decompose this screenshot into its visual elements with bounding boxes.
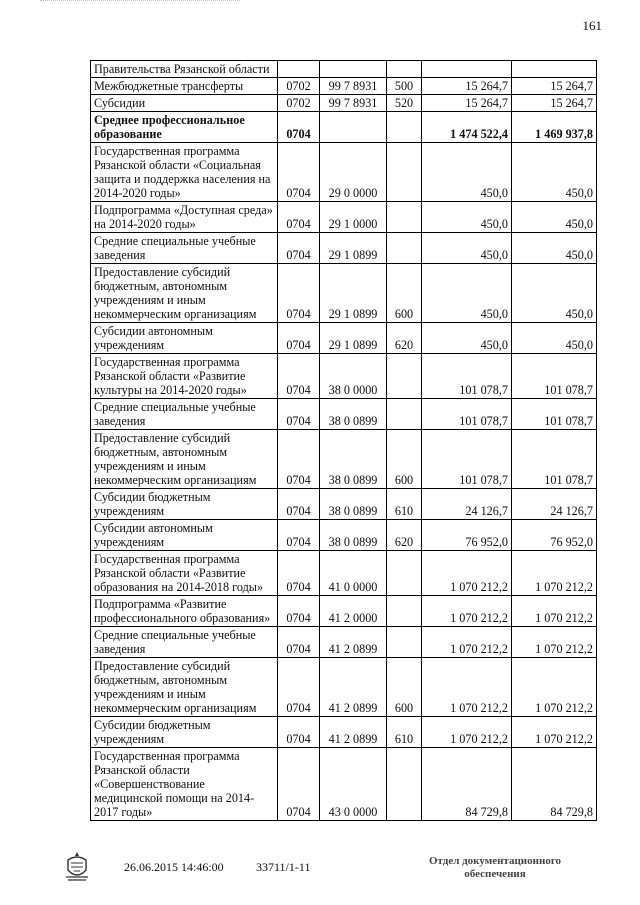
row-section-cell: 0704 bbox=[278, 520, 320, 551]
table-row bbox=[91, 112, 597, 143]
row-target-article-cell: 99 7 8931 bbox=[320, 95, 387, 112]
row-name-cell: Средние специальные учебные заведения bbox=[91, 399, 278, 430]
row-target-article-cell: 41 0 0000 bbox=[320, 551, 387, 596]
row-amount-2-cell: 1 070 212,2 bbox=[512, 596, 597, 627]
row-amount-2-cell: 1 070 212,2 bbox=[512, 658, 597, 717]
table-row bbox=[91, 202, 597, 233]
row-amount-2-cell: 1 469 937,8 bbox=[512, 112, 597, 143]
footer-date: 26.06.2015 14:46:00 bbox=[124, 860, 224, 874]
row-amount-1-cell: 15 264,7 bbox=[422, 78, 512, 95]
table-row bbox=[91, 551, 597, 596]
row-section-cell: 0704 bbox=[278, 143, 320, 202]
row-amount-2-cell: 76 952,0 bbox=[512, 520, 597, 551]
row-amount-1-cell: 1 070 212,2 bbox=[422, 717, 512, 748]
coat-of-arms-emblem bbox=[62, 850, 92, 882]
row-section-cell: 0704 bbox=[278, 430, 320, 489]
row-expense-type-cell: 600 bbox=[387, 658, 422, 717]
row-section-cell: 0704 bbox=[278, 112, 320, 143]
row-name-cell: Подпрограмма «Развитие профессионального образования» bbox=[91, 596, 278, 627]
table-row bbox=[91, 323, 597, 354]
row-section-cell: 0704 bbox=[278, 748, 320, 821]
row-section-cell bbox=[278, 61, 320, 78]
row-name-cell: Среднее профессиональное образование bbox=[91, 112, 278, 143]
row-amount-2-cell: 450,0 bbox=[512, 323, 597, 354]
row-target-article-cell: 41 2 0899 bbox=[320, 627, 387, 658]
row-expense-type-cell bbox=[387, 596, 422, 627]
row-target-article-cell: 29 0 0000 bbox=[320, 143, 387, 202]
page-number: 161 bbox=[582, 18, 602, 33]
row-expense-type-cell: 620 bbox=[387, 323, 422, 354]
row-amount-1-cell: 24 126,7 bbox=[422, 489, 512, 520]
footer-department-line-2: обеспечения bbox=[464, 868, 526, 880]
row-amount-2-cell: 450,0 bbox=[512, 143, 597, 202]
row-target-article-cell: 29 1 0000 bbox=[320, 202, 387, 233]
table-row bbox=[91, 95, 597, 112]
row-expense-type-cell bbox=[387, 61, 422, 78]
row-amount-2-cell: 450,0 bbox=[512, 202, 597, 233]
row-name-cell: Субсидии бюджетным учреждениям bbox=[91, 489, 278, 520]
row-target-article-cell: 29 1 0899 bbox=[320, 264, 387, 323]
row-amount-2-cell: 1 070 212,2 bbox=[512, 717, 597, 748]
table-row bbox=[91, 143, 597, 202]
row-section-cell: 0704 bbox=[278, 202, 320, 233]
table-row bbox=[91, 354, 597, 399]
table-row bbox=[91, 596, 597, 627]
row-amount-1-cell: 450,0 bbox=[422, 143, 512, 202]
scan-edge-marks bbox=[40, 0, 240, 5]
row-expense-type-cell: 620 bbox=[387, 520, 422, 551]
row-name-cell: Субсидии bbox=[91, 95, 278, 112]
row-name-cell: Средние специальные учебные заведения bbox=[91, 233, 278, 264]
row-section-cell: 0704 bbox=[278, 596, 320, 627]
row-amount-1-cell: 450,0 bbox=[422, 323, 512, 354]
row-section-cell: 0704 bbox=[278, 264, 320, 323]
row-amount-1-cell: 84 729,8 bbox=[422, 748, 512, 821]
table-row bbox=[91, 399, 597, 430]
row-target-article-cell: 43 0 0000 bbox=[320, 748, 387, 821]
row-section-cell: 0704 bbox=[278, 717, 320, 748]
row-amount-1-cell: 15 264,7 bbox=[422, 95, 512, 112]
footer-department-line-1: Отдел документационного bbox=[428, 855, 562, 867]
row-amount-1-cell: 101 078,7 bbox=[422, 354, 512, 399]
row-name-cell: Подпрограмма «Доступная среда» на 2014-2020 годы» bbox=[91, 202, 278, 233]
table-row bbox=[91, 717, 597, 748]
row-target-article-cell bbox=[320, 61, 387, 78]
row-name-cell: Государственная программа Рязанской области «Развитие образования на 2014-2018 годы» bbox=[91, 551, 278, 596]
row-amount-2-cell: 1 070 212,2 bbox=[512, 627, 597, 658]
row-amount-1-cell: 450,0 bbox=[422, 233, 512, 264]
row-amount-1-cell: 76 952,0 bbox=[422, 520, 512, 551]
row-expense-type-cell: 600 bbox=[387, 430, 422, 489]
row-amount-2-cell: 15 264,7 bbox=[512, 95, 597, 112]
row-target-article-cell bbox=[320, 112, 387, 143]
row-expense-type-cell bbox=[387, 112, 422, 143]
row-amount-2-cell: 450,0 bbox=[512, 233, 597, 264]
table-row bbox=[91, 233, 597, 264]
row-expense-type-cell bbox=[387, 354, 422, 399]
row-amount-1-cell: 1 070 212,2 bbox=[422, 627, 512, 658]
table-row bbox=[91, 264, 597, 323]
row-amount-2-cell: 84 729,8 bbox=[512, 748, 597, 821]
row-section-cell: 0704 bbox=[278, 551, 320, 596]
table-row bbox=[91, 78, 597, 95]
row-amount-1-cell: 1 474 522,4 bbox=[422, 112, 512, 143]
row-amount-2-cell bbox=[512, 61, 597, 78]
row-amount-2-cell: 24 126,7 bbox=[512, 489, 597, 520]
row-expense-type-cell bbox=[387, 143, 422, 202]
row-amount-2-cell: 450,0 bbox=[512, 264, 597, 323]
row-section-cell: 0702 bbox=[278, 78, 320, 95]
row-section-cell: 0704 bbox=[278, 323, 320, 354]
row-expense-type-cell: 610 bbox=[387, 489, 422, 520]
row-target-article-cell: 29 1 0899 bbox=[320, 323, 387, 354]
row-section-cell: 0704 bbox=[278, 627, 320, 658]
row-target-article-cell: 99 7 8931 bbox=[320, 78, 387, 95]
row-name-cell: Государственная программа Рязанской области «Развитие культуры на 2014-2020 годы» bbox=[91, 354, 278, 399]
row-target-article-cell: 29 1 0899 bbox=[320, 233, 387, 264]
footer-department-stamp bbox=[420, 855, 570, 881]
row-amount-2-cell: 101 078,7 bbox=[512, 354, 597, 399]
table-row bbox=[91, 627, 597, 658]
table-row bbox=[91, 489, 597, 520]
row-amount-1-cell: 101 078,7 bbox=[422, 430, 512, 489]
budget-table bbox=[90, 60, 597, 821]
row-name-cell: Правительства Рязанской области bbox=[91, 61, 278, 78]
row-amount-2-cell: 101 078,7 bbox=[512, 430, 597, 489]
row-target-article-cell: 41 2 0899 bbox=[320, 658, 387, 717]
row-amount-1-cell: 101 078,7 bbox=[422, 399, 512, 430]
row-expense-type-cell bbox=[387, 748, 422, 821]
row-target-article-cell: 41 2 0000 bbox=[320, 596, 387, 627]
row-section-cell: 0704 bbox=[278, 658, 320, 717]
row-section-cell: 0704 bbox=[278, 233, 320, 264]
row-expense-type-cell bbox=[387, 399, 422, 430]
row-expense-type-cell: 600 bbox=[387, 264, 422, 323]
row-section-cell: 0702 bbox=[278, 95, 320, 112]
row-name-cell: Предоставление субсидий бюджетным, автономным учреждениям и иным некоммерческим организациям bbox=[91, 264, 278, 323]
row-amount-1-cell: 1 070 212,2 bbox=[422, 596, 512, 627]
table-row bbox=[91, 748, 597, 821]
row-target-article-cell: 38 0 0899 bbox=[320, 399, 387, 430]
row-amount-1-cell: 450,0 bbox=[422, 264, 512, 323]
row-name-cell: Средние специальные учебные заведения bbox=[91, 627, 278, 658]
row-target-article-cell: 41 2 0899 bbox=[320, 717, 387, 748]
row-expense-type-cell: 500 bbox=[387, 78, 422, 95]
row-name-cell: Субсидии автономным учреждениям bbox=[91, 520, 278, 551]
row-amount-1-cell bbox=[422, 61, 512, 78]
row-amount-2-cell: 1 070 212,2 bbox=[512, 551, 597, 596]
row-amount-1-cell: 1 070 212,2 bbox=[422, 551, 512, 596]
row-expense-type-cell bbox=[387, 627, 422, 658]
table-row bbox=[91, 61, 597, 78]
row-name-cell: Государственная программа Рязанской области «Социальная защита и поддержка населения на 2014-2020 годы» bbox=[91, 143, 278, 202]
row-name-cell: Предоставление субсидий бюджетным, автономным учреждениям и иным некоммерческим организациям bbox=[91, 658, 278, 717]
row-target-article-cell: 38 0 0000 bbox=[320, 354, 387, 399]
row-target-article-cell: 38 0 0899 bbox=[320, 489, 387, 520]
row-name-cell: Государственная программа Рязанской области «Совершенствование медицинской помощи на 2014-2017 годы» bbox=[91, 748, 278, 821]
row-section-cell: 0704 bbox=[278, 354, 320, 399]
row-target-article-cell: 38 0 0899 bbox=[320, 430, 387, 489]
row-target-article-cell: 38 0 0899 bbox=[320, 520, 387, 551]
table-row bbox=[91, 520, 597, 551]
row-name-cell: Субсидии бюджетным учреждениям bbox=[91, 717, 278, 748]
row-expense-type-cell bbox=[387, 233, 422, 264]
row-name-cell: Субсидии автономным учреждениям bbox=[91, 323, 278, 354]
row-amount-2-cell: 15 264,7 bbox=[512, 78, 597, 95]
row-amount-1-cell: 450,0 bbox=[422, 202, 512, 233]
footer-document-code: 33711/1-11 bbox=[256, 860, 311, 874]
row-expense-type-cell: 520 bbox=[387, 95, 422, 112]
row-section-cell: 0704 bbox=[278, 489, 320, 520]
row-expense-type-cell bbox=[387, 202, 422, 233]
table-row bbox=[91, 658, 597, 717]
row-expense-type-cell: 610 bbox=[387, 717, 422, 748]
row-name-cell: Предоставление субсидий бюджетным, автономным учреждениям и иным некоммерческим организациям bbox=[91, 430, 278, 489]
row-amount-1-cell: 1 070 212,2 bbox=[422, 658, 512, 717]
row-name-cell: Межбюджетные трансферты bbox=[91, 78, 278, 95]
row-section-cell: 0704 bbox=[278, 399, 320, 430]
table-row bbox=[91, 430, 597, 489]
row-amount-2-cell: 101 078,7 bbox=[512, 399, 597, 430]
row-expense-type-cell bbox=[387, 551, 422, 596]
